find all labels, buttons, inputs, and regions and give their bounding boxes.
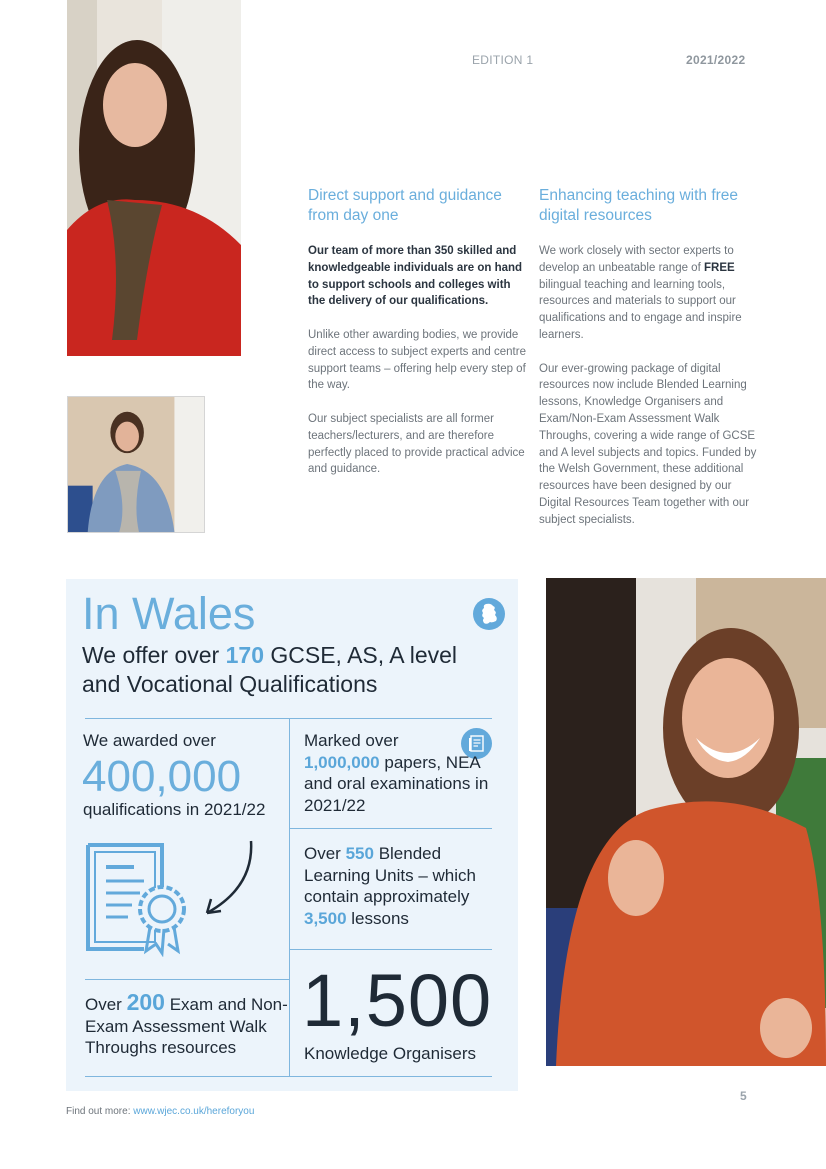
photo-woman-laughing	[546, 578, 826, 1066]
certificate-icon	[84, 841, 194, 957]
divider	[289, 949, 492, 950]
lessons-number: 3,500	[304, 908, 347, 928]
support-paragraph-3: Our subject specialists are all former teachers/lecturers, and are therefore perfectly placed to provide practical advice and guidance.	[308, 412, 525, 476]
edition-label: EDITION 1	[472, 53, 534, 67]
divider	[289, 828, 492, 829]
wales-map-icon	[473, 598, 505, 630]
free-emphasis: FREE	[703, 261, 735, 274]
panel-title: In Wales	[82, 588, 256, 639]
support-intro: Our team of more than 350 skilled and knowledgeable individuals are on hand to support schools and colleges with the delivery of our qualifications.	[308, 245, 523, 308]
support-column	[308, 186, 526, 495]
stat-walk-throughs: Over 200 Exam and Non-Exam Assessment Walk Throughs resources	[85, 989, 288, 1057]
year-label: 2021/2022	[686, 53, 746, 67]
walk-throughs-number: 200	[126, 989, 165, 1015]
divider	[85, 979, 289, 980]
knowledge-organisers-number: 1,500	[302, 959, 493, 1042]
stat-papers-marked: Marked over 1,000,000 papers, NEA and oral examinations in 2021/22	[304, 731, 489, 815]
stat-blended-learning: Over 550 Blended Learning Units – which contain approximately 3,500 lessons	[304, 844, 476, 928]
footer-find-out-more: Find out more: www.wjec.co.uk/hereforyou	[66, 1106, 255, 1117]
curved-arrow-icon	[199, 837, 259, 917]
digital-resources-heading: Enhancing teaching with free digital resources	[539, 187, 739, 224]
support-paragraph-2: Unlike other awarding bodies, we provide direct access to subject experts and centre support teams – offering help every step of the way.	[308, 328, 526, 392]
wales-stats-panel	[66, 579, 518, 1091]
qualifications-count: 170	[225, 642, 264, 668]
photo-woman-red-top	[67, 0, 241, 356]
page-number: 5	[740, 1089, 747, 1103]
digital-resources-column	[539, 186, 761, 545]
divider	[85, 1076, 492, 1077]
digital-resources-paragraph-2: Our ever-growing package of digital resources now include Blended Learning lessons, Knowledge Organisers and Exam/Non-Exam Assessment Walk Throughs, covering a wide range of GCSE and A level subjects and topics. Funded by the Welsh Government, these additional resources have been designed by our Digital Resources Team together with our subject specialists.	[539, 362, 757, 526]
stat-knowledge-organisers: 1,500 Knowledge Organisers	[304, 959, 504, 1065]
digital-resources-paragraph-1: We work closely with sector experts to develop an unbeatable range of FREE bilingual teaching and learning tools, resources and materials to support our qualifications and to engage and inspire learners.	[539, 245, 742, 341]
stat-qualifications-awarded: We awarded over 400,000 qualifications in 2021/22	[83, 730, 283, 820]
footer-link[interactable]: www.wjec.co.uk/hereforyou	[133, 1106, 255, 1117]
papers-number: 1,000,000	[304, 752, 380, 772]
support-heading: Direct support and guidance from day one	[308, 187, 502, 224]
photo-woman-denim-jacket	[67, 396, 205, 533]
blended-units-number: 550	[345, 844, 374, 863]
panel-subtitle: We offer over 170 GCSE, AS, A level and Vocational Qualifications	[82, 642, 458, 697]
awarded-number: 400,000	[82, 751, 242, 801]
